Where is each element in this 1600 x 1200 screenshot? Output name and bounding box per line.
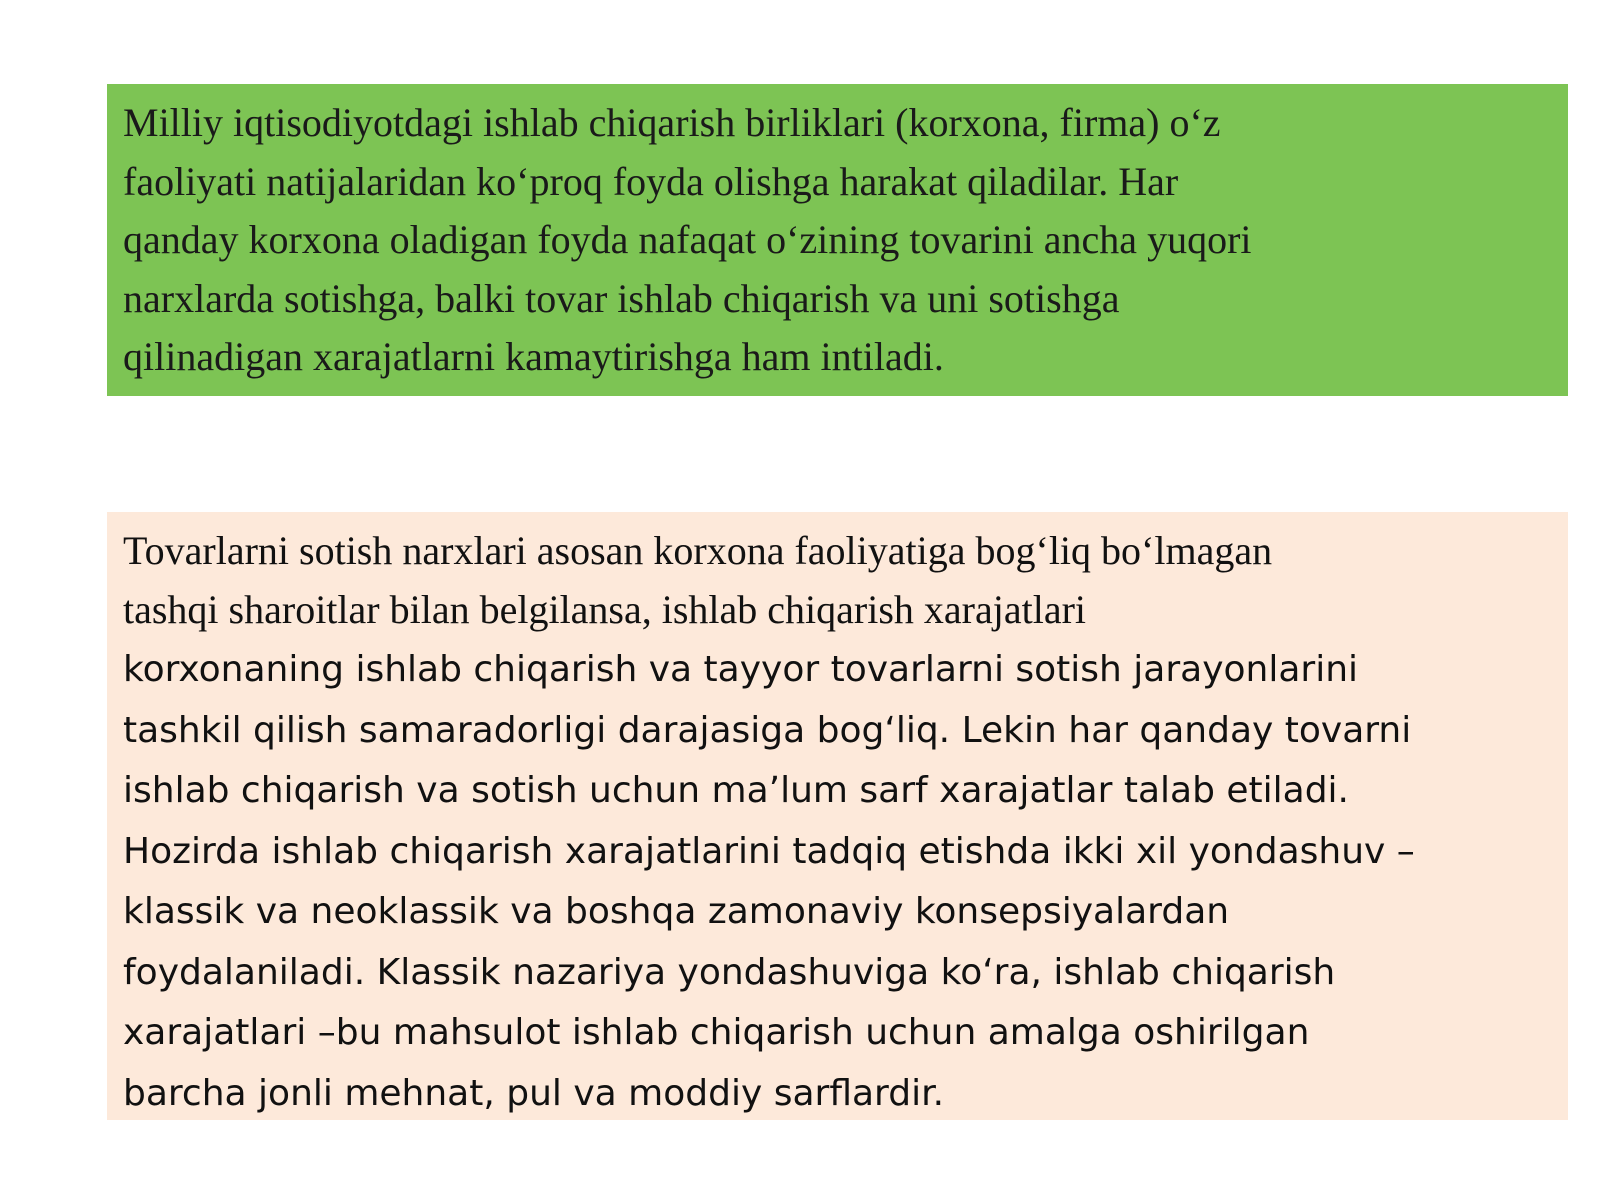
green-text-box bbox=[107, 84, 1568, 396]
peach-text-box bbox=[107, 512, 1568, 1120]
text-line: qanday korxona oladigan foyda nafaqat o‘zining tovarini ancha yuqori bbox=[123, 217, 1252, 262]
text-line: qilinadigan xarajatlarni kamaytirishga ham intiladi. bbox=[123, 334, 944, 379]
text-line: barcha jonli mehnat, pul va moddiy sarflardir. bbox=[123, 1072, 945, 1114]
text-line: foydalaniladi. Klassik nazariya yondashuviga ko‘ra, ishlab chiqarish bbox=[123, 951, 1336, 993]
text-line: Hozirda ishlab chiqarish xarajatlarini tadqiq etishda ikki xil yondashuv – bbox=[123, 830, 1415, 872]
text-line: Milliy iqtisodiyotdagi ishlab chiqarish birliklari (korxona, firma) o‘z bbox=[123, 100, 1221, 145]
text-line: korxonaning ishlab chiqarish va tayyor tovarlarni sotish jarayonlarini bbox=[123, 649, 1359, 690]
text-line: tashkil qilish samaradorligi darajasiga bog‘liq. Lekin har qanday tovarni bbox=[123, 709, 1412, 751]
paragraph-costs bbox=[123, 522, 1552, 1123]
text-line: narxlarda sotishga, balki tovar ishlab chiqarish va uni sotishga bbox=[123, 275, 1120, 321]
text-line: xarajatlari –bu mahsulot ishlab chiqarish uchun amalga oshirilgan bbox=[123, 1012, 1310, 1053]
text-line: tashqi sharoitlar bilan belgilansa, ishlab chiqarish xarajatlari bbox=[123, 586, 1087, 632]
text-line: Tovarlarni sotish narxlari asosan korxona faoliyatiga bog‘liq bo‘lmagan bbox=[123, 528, 1273, 573]
text-line: klassik va neoklassik va boshqa zamonaviy konsepsiyalardan bbox=[123, 891, 1230, 932]
text-line: faoliyati natijalaridan ko‘proq foyda olishga harakat qiladilar. Har bbox=[123, 158, 1179, 204]
paragraph-profit bbox=[123, 94, 1552, 387]
text-line: ishlab chiqarish va sotish uchun ma’lum sarf xarajatlar talab etiladi. bbox=[123, 770, 1350, 811]
